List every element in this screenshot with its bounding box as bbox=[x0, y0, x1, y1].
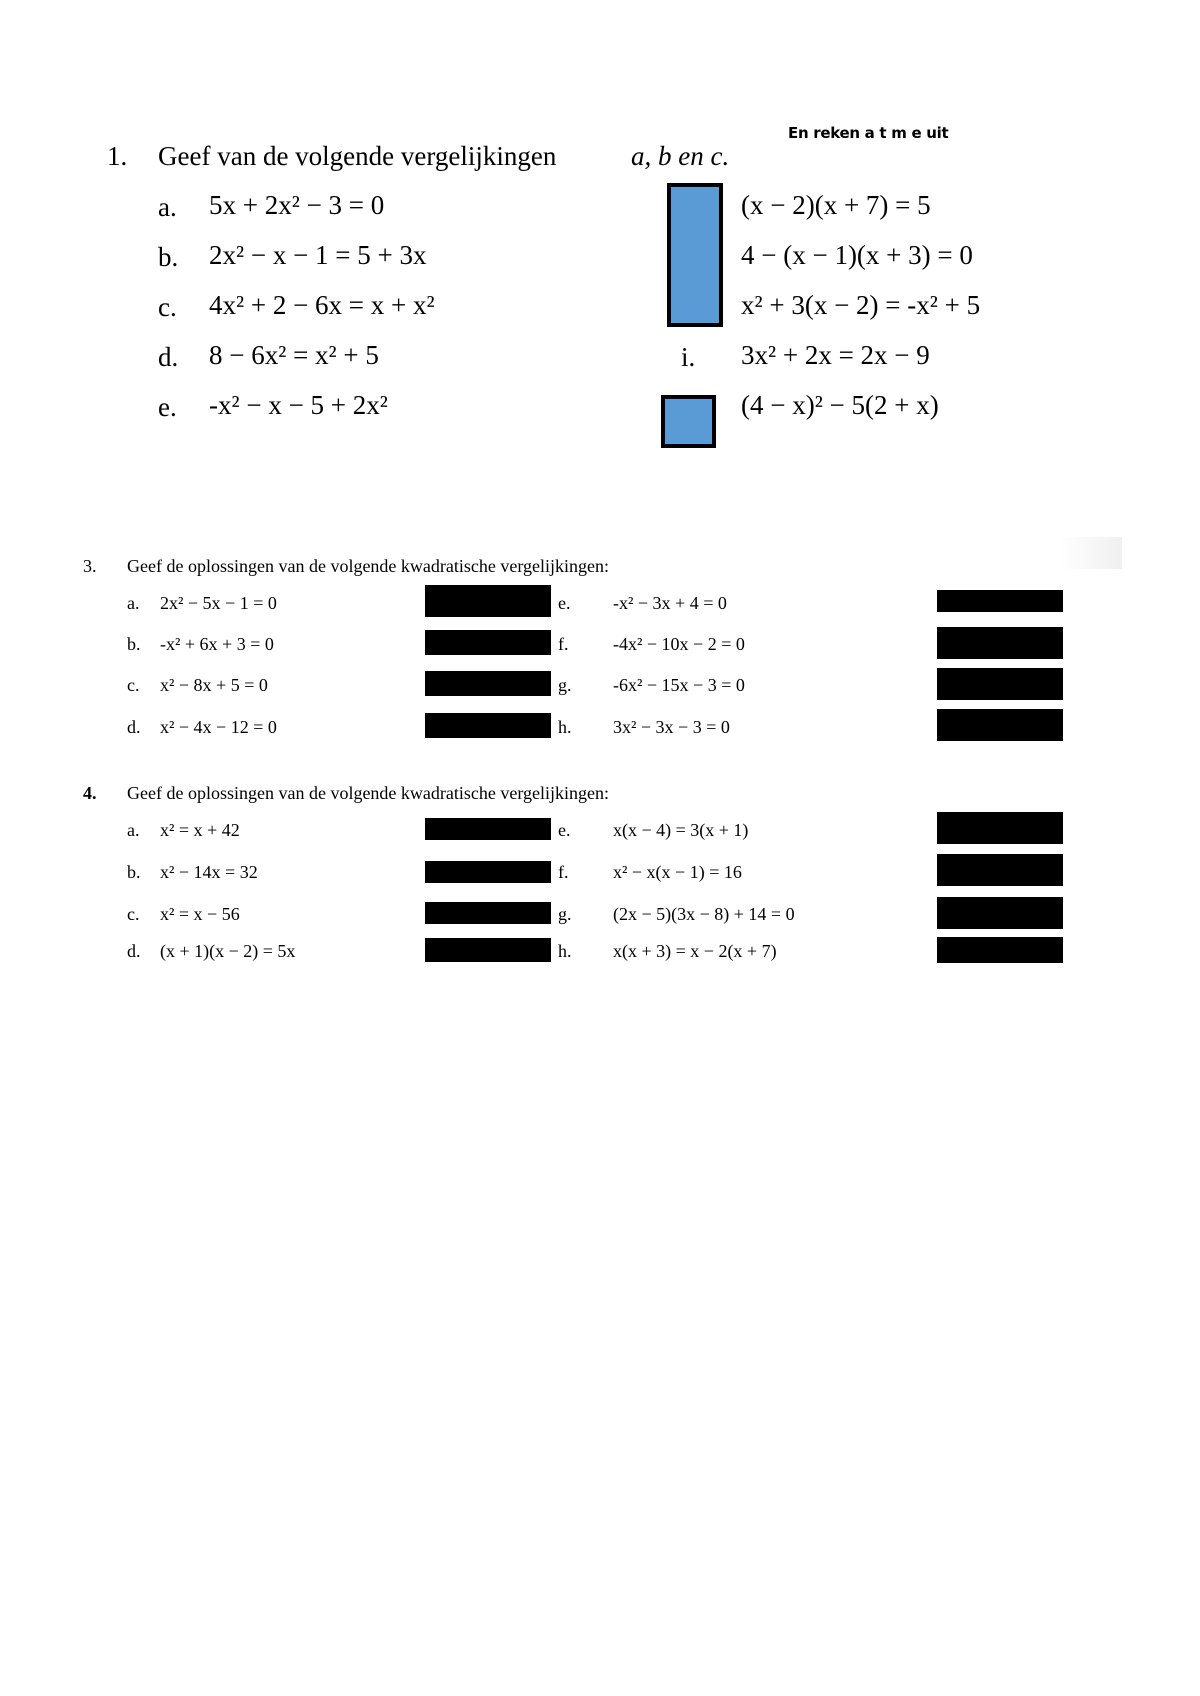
redaction-bar-3g bbox=[937, 668, 1063, 700]
q4-equation-h: x(x + 3) = x − 2(x + 7) bbox=[613, 941, 777, 961]
redaction-bar-4a bbox=[425, 818, 551, 840]
q1-equation-c: 4x² + 2 − 6x = x + x² bbox=[209, 290, 435, 320]
redaction-bar-4g bbox=[937, 897, 1063, 929]
q4-number: 4. bbox=[83, 783, 97, 803]
q1-label-e: e. bbox=[158, 392, 177, 422]
highlight-box-small bbox=[661, 395, 716, 448]
q3-equation-e: -x² − 3x + 4 = 0 bbox=[613, 593, 727, 613]
q1-equation-j: (4 − x)² − 5(2 + x) bbox=[741, 390, 939, 420]
redaction-bar-3e bbox=[937, 590, 1063, 612]
q1-equation-f: (x − 2)(x + 7) = 5 bbox=[741, 190, 931, 220]
q1-label-c: c. bbox=[158, 292, 177, 322]
q3-label-e: e. bbox=[558, 593, 571, 613]
q3-equation-h: 3x² − 3x − 3 = 0 bbox=[613, 717, 730, 737]
q1-equation-h: x² + 3(x − 2) = -x² + 5 bbox=[741, 290, 981, 320]
q4-equation-e: x(x − 4) = 3(x + 1) bbox=[613, 820, 749, 840]
q3-label-g: g. bbox=[558, 675, 572, 695]
redaction-bar-3h bbox=[937, 709, 1063, 741]
q1-equation-g: 4 − (x − 1)(x + 3) = 0 bbox=[741, 240, 973, 270]
q4-label-d: d. bbox=[127, 941, 141, 961]
redaction-bar-3a bbox=[425, 585, 551, 617]
redaction-bar-3c bbox=[425, 671, 551, 696]
handwritten-note: En reken a t m e uit bbox=[788, 124, 949, 142]
redaction-bar-4h bbox=[937, 937, 1063, 963]
q4-label-b: b. bbox=[127, 862, 141, 882]
q4-equation-c: x² = x − 56 bbox=[160, 904, 240, 924]
q1-equation-d: 8 − 6x² = x² + 5 bbox=[209, 340, 379, 370]
scan-artifact bbox=[1060, 537, 1122, 569]
q4-intro: Geef de oplossingen van de volgende kwadratische vergelijkingen: bbox=[127, 783, 610, 803]
q4-label-a: a. bbox=[127, 820, 140, 840]
q4-equation-g: (2x − 5)(3x − 8) + 14 = 0 bbox=[613, 904, 795, 924]
redaction-bar-4d bbox=[425, 938, 551, 962]
redaction-bar-3d bbox=[425, 713, 551, 738]
q1-intro: Geef van de volgende vergelijkingen bbox=[158, 141, 557, 171]
q3-label-d: d. bbox=[127, 717, 141, 737]
q4-label-f: f. bbox=[558, 862, 569, 882]
q3-label-a: a. bbox=[127, 593, 140, 613]
redaction-bar-3f bbox=[937, 627, 1063, 659]
q3-equation-a: 2x² − 5x − 1 = 0 bbox=[160, 593, 277, 613]
q3-label-h: h. bbox=[558, 717, 572, 737]
q3-equation-b: -x² + 6x + 3 = 0 bbox=[160, 634, 274, 654]
q1-equation-b: 2x² − x − 1 = 5 + 3x bbox=[209, 240, 427, 270]
q1-number: 1. bbox=[107, 141, 128, 171]
q1-equation-e: -x² − x − 5 + 2x² bbox=[209, 390, 388, 420]
q1-label-a: a. bbox=[158, 192, 177, 222]
q3-equation-c: x² − 8x + 5 = 0 bbox=[160, 675, 268, 695]
q3-label-b: b. bbox=[127, 634, 141, 654]
q4-equation-a: x² = x + 42 bbox=[160, 820, 240, 840]
q1-label-i: i. bbox=[681, 342, 696, 372]
q4-label-h: h. bbox=[558, 941, 572, 961]
q4-equation-b: x² − 14x = 32 bbox=[160, 862, 258, 882]
q3-equation-d: x² − 4x − 12 = 0 bbox=[160, 717, 277, 737]
q3-equation-f: -4x² − 10x − 2 = 0 bbox=[613, 634, 745, 654]
q4-label-g: g. bbox=[558, 904, 572, 924]
q3-label-c: c. bbox=[127, 675, 140, 695]
redaction-bar-3b bbox=[425, 630, 551, 655]
q1-label-b: b. bbox=[158, 242, 179, 272]
redaction-bar-4e bbox=[937, 812, 1063, 844]
q1-equation-i: 3x² + 2x = 2x − 9 bbox=[741, 340, 930, 370]
q1-label-d: d. bbox=[158, 342, 179, 372]
redaction-bar-4b bbox=[425, 861, 551, 883]
q3-intro: Geef de oplossingen van de volgende kwadratische vergelijkingen: bbox=[127, 556, 610, 576]
q4-label-e: e. bbox=[558, 820, 571, 840]
q4-equation-d: (x + 1)(x − 2) = 5x bbox=[160, 941, 296, 961]
q3-number: 3. bbox=[83, 556, 97, 576]
q4-label-c: c. bbox=[127, 904, 140, 924]
q1-vars: a, b en c. bbox=[631, 141, 730, 171]
redaction-bar-4f bbox=[937, 854, 1063, 886]
q4-equation-f: x² − x(x − 1) = 16 bbox=[613, 862, 742, 882]
q3-equation-g: -6x² − 15x − 3 = 0 bbox=[613, 675, 745, 695]
highlight-box-tall bbox=[667, 183, 723, 327]
redaction-bar-4c bbox=[425, 902, 551, 924]
q3-label-f: f. bbox=[558, 634, 569, 654]
q1-equation-a: 5x + 2x² − 3 = 0 bbox=[209, 190, 385, 220]
